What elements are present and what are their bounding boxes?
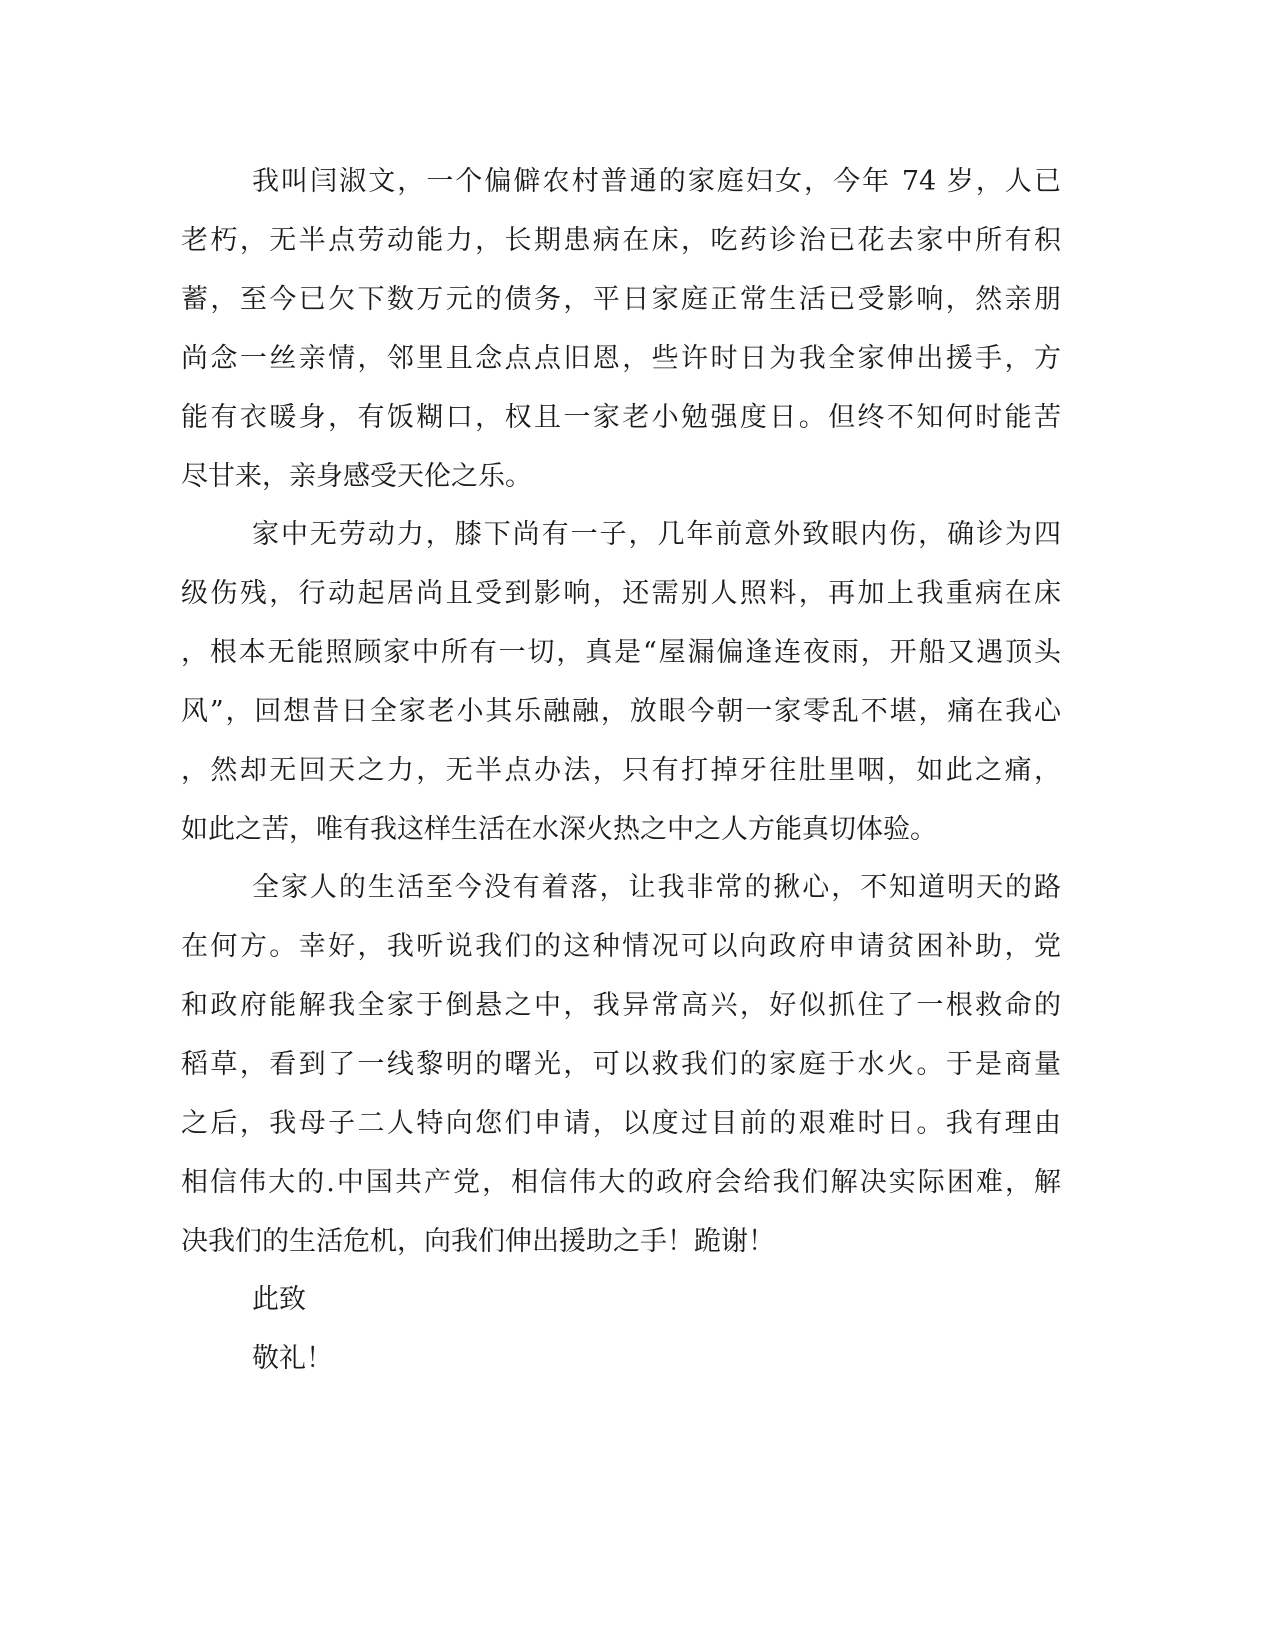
paragraph-3-line-7: 决我们的生活危机，向我们伸出援助之手！跪谢！ bbox=[181, 1226, 775, 1257]
paragraph-3-line-6: 相信伟大的.中国共产党，相信伟大的政府会给我们解决实际困难，解 bbox=[181, 1167, 1061, 1198]
paragraph-2-line-1: 家中无劳动力，膝下尚有一子，几年前意外致眼内伤，确诊为四 bbox=[252, 519, 1061, 550]
paragraph-3-line-3: 和政府能解我全家于倒悬之中，我异常高兴，好似抓住了一根救命的 bbox=[181, 990, 1061, 1021]
paragraph-2-line-4: 风”，回想昔日全家老小其乐融融，放眼今朝一家零乱不堪，痛在我心 bbox=[181, 696, 1061, 727]
paragraph-1-line-3: 蓄，至今已欠下数万元的债务，平日家庭正常生活已受影响，然亲朋 bbox=[181, 284, 1061, 315]
paragraph-1-line-5: 能有衣暖身，有饭糊口，权且一家老小勉强度日。但终不知何时能苦 bbox=[181, 402, 1061, 433]
paragraph-3-line-5: 之后，我母子二人特向您们申请，以度过目前的艰难时日。我有理由 bbox=[181, 1108, 1061, 1139]
closing-regards: 敬礼！ bbox=[252, 1343, 333, 1374]
closing-salutation: 此致 bbox=[252, 1284, 306, 1315]
paragraph-1-line-4: 尚念一丝亲情，邻里且念点点旧恩，些许时日为我全家伸出援手，方 bbox=[181, 343, 1061, 374]
paragraph-2-line-5: ，然却无回天之力，无半点办法，只有打掉牙往肚里咽，如此之痛， bbox=[181, 755, 1061, 786]
paragraph-3-line-1: 全家人的生活至今没有着落，让我非常的揪心，不知道明天的路 bbox=[252, 872, 1061, 903]
paragraph-1-line-6: 尽甘来，亲身感受天伦之乐。 bbox=[181, 461, 532, 492]
paragraph-2-line-6: 如此之苦，唯有我这样生活在水深火热之中之人方能真切体验。 bbox=[181, 814, 937, 845]
paragraph-2-line-2: 级伤残，行动起居尚且受到影响，还需别人照料，再加上我重病在床 bbox=[181, 578, 1061, 609]
paragraph-1-line-1: 我叫闫淑文，一个偏僻农村普通的家庭妇女，今年 74 岁，人已 bbox=[252, 166, 1061, 197]
paragraph-2-line-3: ，根本无能照顾家中所有一切，真是“屋漏偏逢连夜雨，开船又遇顶头 bbox=[181, 637, 1061, 668]
paragraph-3-line-2: 在何方。幸好，我听说我们的这种情况可以向政府申请贫困补助，党 bbox=[181, 931, 1061, 962]
paragraph-1-line-2: 老朽，无半点劳动能力，长期患病在床，吃药诊治已花去家中所有积 bbox=[181, 225, 1061, 256]
paragraph-3-line-4: 稻草，看到了一线黎明的曙光，可以救我们的家庭于水火。于是商量 bbox=[181, 1049, 1061, 1080]
